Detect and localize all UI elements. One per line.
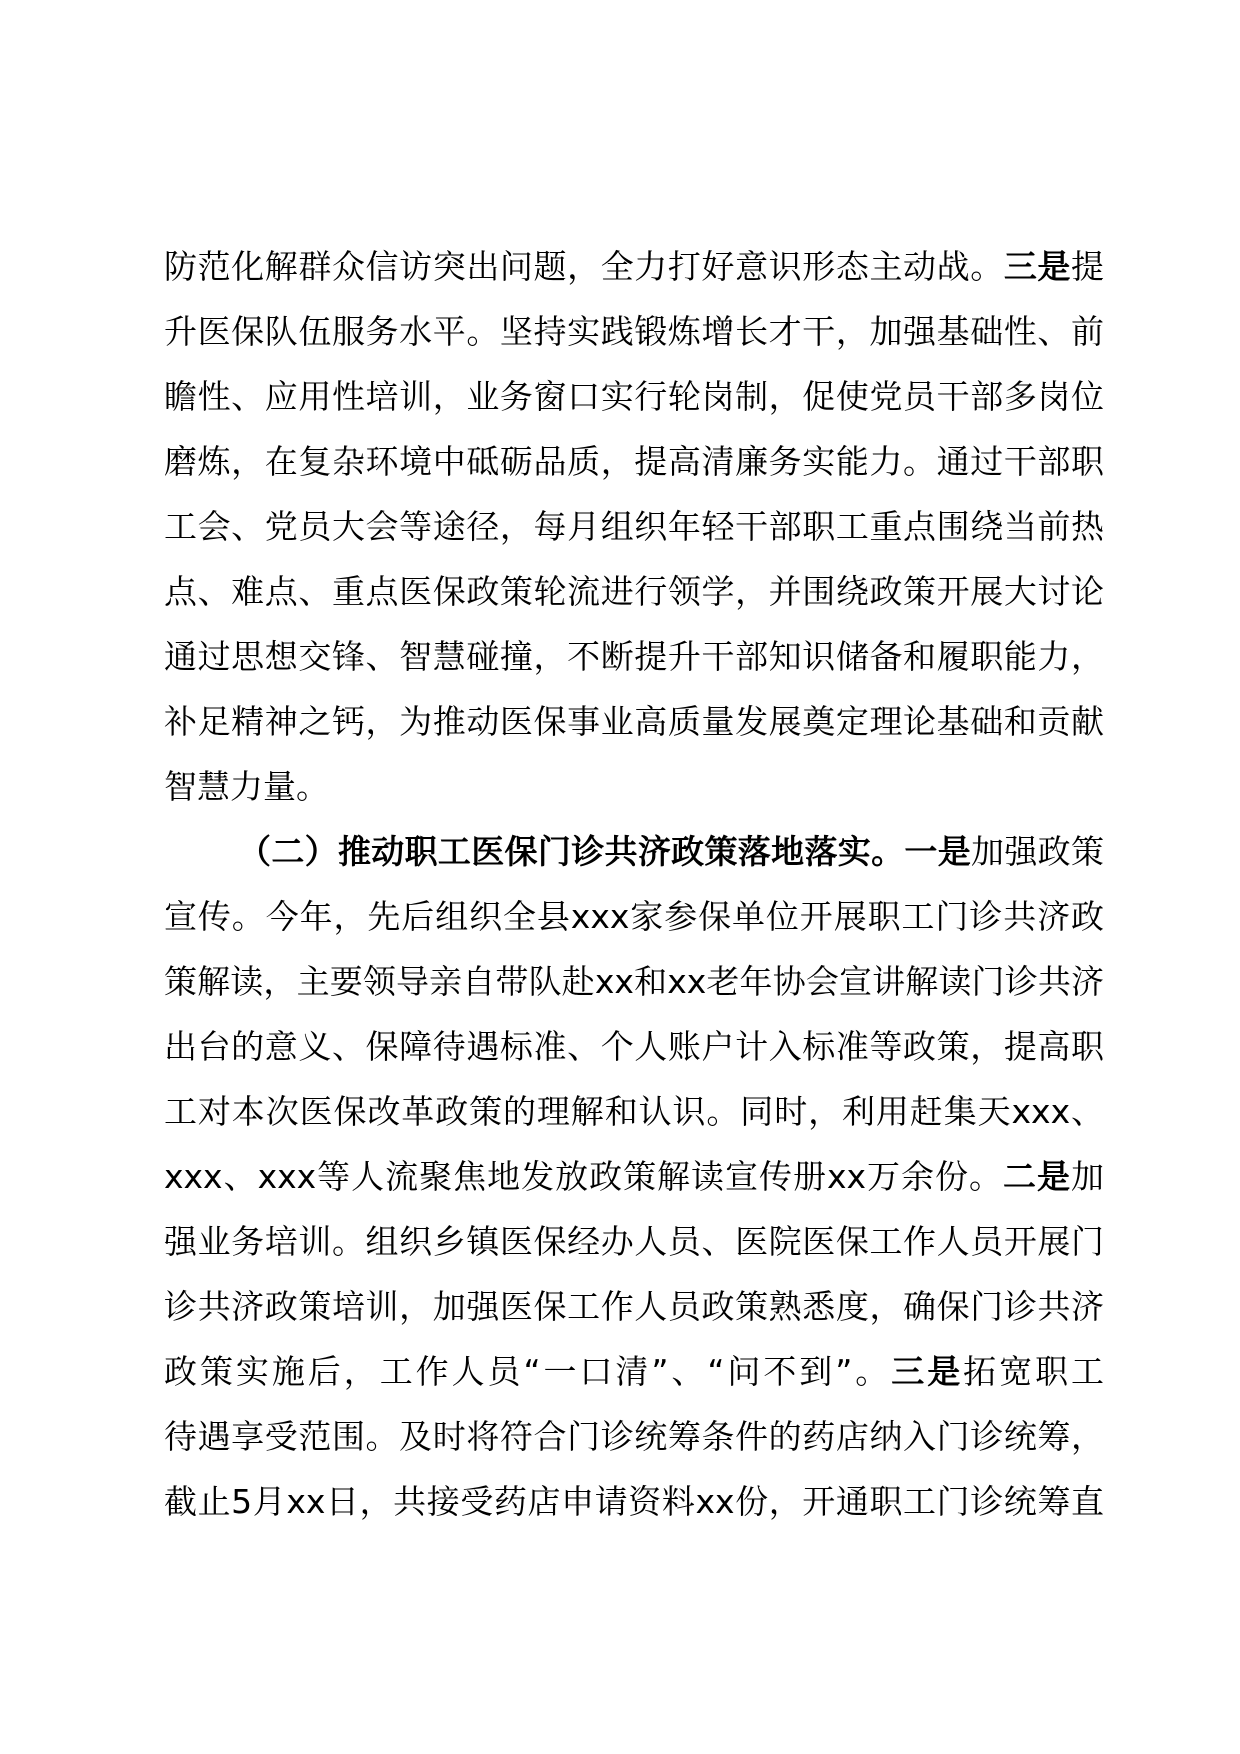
text-segment: 策解读，主要领导亲自带队赴xx和xx老年协会宣讲解读门诊共济: [164, 962, 1104, 1001]
text-line: [164, 1144, 1104, 1209]
text-line: [164, 689, 1104, 754]
text-line: [164, 949, 1104, 1014]
text-segment: 宣传。今年，先后组织全县xxx家参保单位开展职工门诊共济政: [164, 897, 1104, 936]
bold-text-segment: 三是: [891, 1352, 964, 1391]
text-segment: 智慧力量。: [164, 767, 329, 806]
text-segment: 升医保队伍服务水平。坚持实践锻炼增长才干，加强基础性、前: [164, 312, 1104, 351]
text-segment: 工会、党员大会等途径，每月组织年轻干部职工重点围绕当前热: [164, 507, 1104, 546]
text-segment: 待遇享受范围。及时将符合门诊统筹条件的药店纳入门诊统筹，: [164, 1417, 1104, 1456]
bold-text-segment: 三是: [1003, 247, 1072, 286]
text-segment: 防范化解群众信访突出问题，全力打好意识形态主动战。: [164, 247, 1004, 286]
text-segment: 拓宽职工: [963, 1352, 1104, 1391]
text-segment: 补足精神之钙，为推动医保事业高质量发展奠定理论基础和贡献: [164, 702, 1104, 741]
text-segment: 通过思想交锋、智慧碰撞，不断提升干部知识储备和履职能力，: [164, 637, 1104, 676]
text-line: [164, 1209, 1104, 1274]
text-line: [164, 234, 1104, 299]
text-line: [164, 1469, 1104, 1534]
document-body: [164, 234, 1104, 1534]
text-segment: 加: [1071, 1157, 1104, 1196]
text-segment: 磨炼，在复杂环境中砥砺品质，提高清廉务实能力。通过干部职: [164, 442, 1104, 481]
text-segment: xxx、xxx等人流聚焦地发放政策解读宣传册xx万余份。: [164, 1157, 1004, 1196]
text-line: [164, 494, 1104, 559]
text-line: [164, 624, 1104, 689]
text-segment: 出台的意义、保障待遇标准、个人账户计入标准等政策，提高职: [164, 1027, 1104, 1066]
text-segment: 截止5月xx日，共接受药店申请资料xx份，开通职工门诊统筹直: [164, 1482, 1104, 1521]
text-segment: 强业务培训。组织乡镇医保经办人员、医院医保工作人员开展门: [164, 1222, 1104, 1261]
text-segment: 点、难点、重点医保政策轮流进行领学，并围绕政策开展大讨论: [164, 572, 1104, 611]
text-line: [164, 884, 1104, 949]
bold-text-segment: 二是: [1003, 1157, 1072, 1196]
text-segment: 加强政策: [971, 832, 1104, 871]
text-segment: 政策实施后，工作人员“一口清”、“问不到”。: [164, 1352, 892, 1391]
bold-text-segment: （二）推动职工医保门诊共济政策落地落实。一是: [238, 832, 972, 871]
text-line: [164, 1339, 1104, 1404]
text-line: [164, 559, 1104, 624]
text-line: [164, 819, 1104, 884]
text-segment: 工对本次医保改革政策的理解和认识。同时，利用赶集天xxx、: [164, 1092, 1104, 1131]
text-segment: 诊共济政策培训，加强医保工作人员政策熟悉度，确保门诊共济: [164, 1287, 1104, 1326]
text-segment: 瞻性、应用性培训，业务窗口实行轮岗制，促使党员干部多岗位: [164, 377, 1104, 416]
text-line: [164, 1404, 1104, 1469]
text-line: [164, 364, 1104, 429]
text-line: [164, 299, 1104, 364]
text-line: [164, 1079, 1104, 1144]
text-line: [164, 1274, 1104, 1339]
text-line: [164, 754, 1104, 819]
text-segment: 提: [1071, 247, 1104, 286]
text-line: [164, 429, 1104, 494]
text-line: [164, 1014, 1104, 1079]
